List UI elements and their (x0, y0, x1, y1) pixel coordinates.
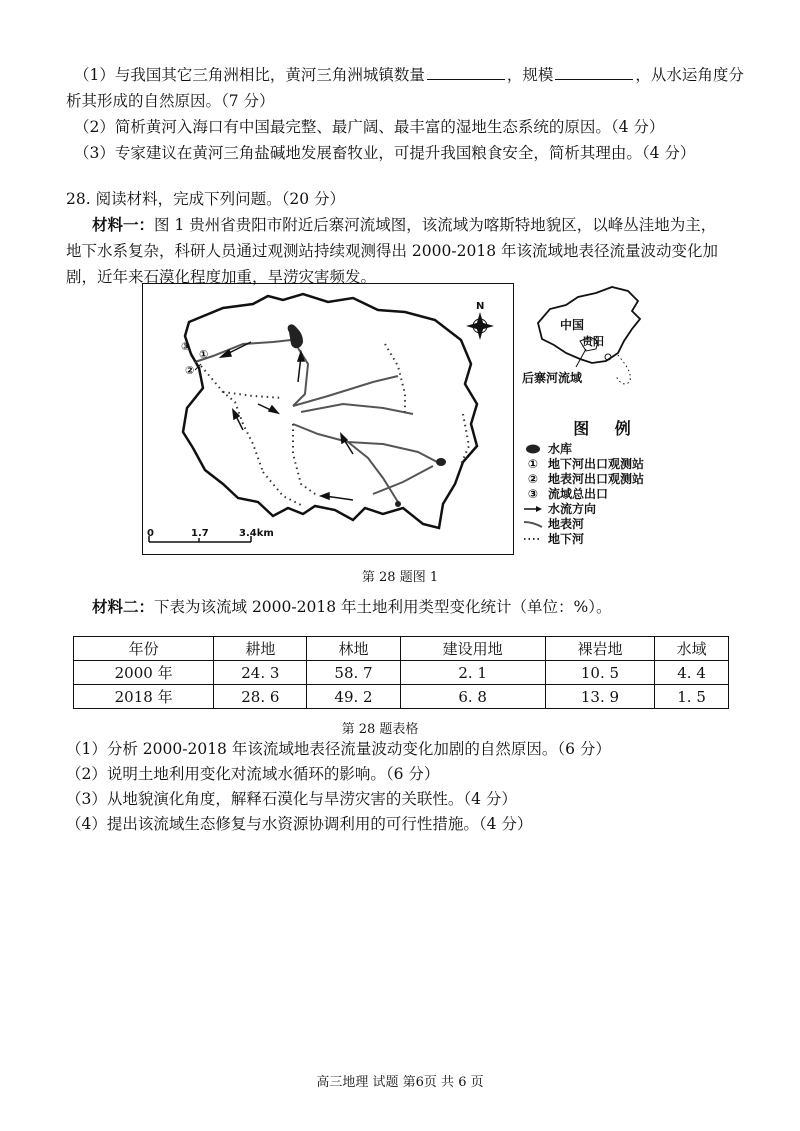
material1-line1: 材料一：图 1 贵州省贵阳市附近后寨河流域图，该流域为喀斯特地貌区，以峰丛洼地为主， (92, 215, 717, 234)
q28-question-4: （4）提出该流域生态修复与水资源协调利用的可行性措施。（4 分） (66, 815, 533, 833)
station-2: ② (185, 364, 195, 377)
material1-line2: 地下水系复杂，科研人员通过观测站持续观测得出 2000-2018 年该流域地表径流量波动变化加 (66, 242, 718, 260)
basin-map (142, 283, 514, 555)
legend-item-surface-station: ② 地表河出口观测站 (527, 471, 645, 486)
material1-line3: 剧，近年来石漠化程度加重，旱涝灾害频发。 (66, 268, 377, 286)
china-inset-map (520, 283, 660, 393)
table-cell: 24. 3 (214, 661, 307, 685)
table-cell: 49. 2 (307, 685, 400, 709)
basin-boundary (183, 294, 477, 528)
table-header: 年份 (74, 637, 214, 661)
table-row (74, 685, 729, 709)
table-header: 建设用地 (400, 637, 545, 661)
table-header: 林地 (307, 637, 400, 661)
table-cell: 2018 年 (74, 685, 214, 709)
svg-text:3.4km: 3.4km (239, 528, 274, 539)
table-cell: 4. 4 (655, 661, 729, 685)
legend-item-underground-station: ① 地下河出口观测站 (527, 456, 645, 471)
land-use-table (73, 636, 729, 709)
q27-sub1-line1: （1）与我国其它三角洲相比，黄河三角洲城镇数量 ，规模 ，从水运角度分 (74, 66, 744, 84)
figure-caption: 第 28 题图 1 (361, 570, 439, 585)
page-footer: 高三地理 试题 第6页 共 6 页 (316, 1075, 484, 1090)
q27-sub3: （3）专家建议在黄河三角盐碱地发展畜牧业，可提升我国粮食安全，简析其理由。（4 分） (74, 144, 696, 162)
map-legend (522, 416, 692, 546)
q27-sub2: （2）简析黄河入海口有中国最完整、最广阔、最丰富的湿地生态系统的原因。（4 分） (74, 118, 665, 136)
scale-bar (147, 528, 274, 542)
legend-title: 图 例 (573, 419, 641, 438)
table-header: 裸岩地 (545, 637, 654, 661)
table-cell: 10. 5 (545, 661, 654, 685)
q28-question-2: （2）说明土地利用变化对流域水循环的影响。（6 分） (66, 765, 440, 783)
answer-blank-1[interactable] (427, 65, 505, 80)
table-cell: 2000 年 (74, 661, 214, 685)
table-cell: 2. 1 (400, 661, 545, 685)
legend-item-flow-direction: 水流方向 (522, 501, 692, 516)
q28-heading: 28. 阅读材料，完成下列问题。（20 分） (66, 190, 345, 208)
station-1: ① (199, 348, 209, 361)
svg-text:贵阳: 贵阳 (582, 335, 604, 348)
station-3: ③ (181, 340, 191, 353)
answer-blank-2[interactable] (555, 65, 633, 80)
china-outline (538, 287, 640, 363)
material2-line: 材料二：下表为该流域 2000-2018 年土地利用类型变化统计（单位：%）。 (92, 597, 612, 616)
table-cell: 58. 7 (307, 661, 400, 685)
table-cell: 13. 9 (545, 685, 654, 709)
reservoir-north (288, 324, 303, 348)
table-caption: 第 28 题表格 (341, 722, 419, 737)
svg-text:0: 0 (147, 528, 154, 539)
svg-text:后寨河流域: 后寨河流域 (522, 371, 583, 385)
svg-text:中国: 中国 (560, 318, 585, 332)
legend-item-basin-outlet: ③ 流域总出口 (527, 486, 609, 501)
reservoir-east (436, 458, 446, 466)
q27-sub1-line2: 析其形成的自然原因。（7 分） (66, 92, 275, 110)
svg-text:1.7: 1.7 (191, 528, 209, 539)
q28-question-1: （1）分析 2000-2018 年该流域地表径流量波动变化加剧的自然原因。（6 分） (66, 740, 611, 758)
table-header-row (74, 637, 729, 661)
north-arrow-icon (466, 301, 494, 340)
table-row (74, 661, 729, 685)
table-header: 水域 (655, 637, 729, 661)
q28-question-3: （3）从地貌演化角度，解释石漠化与旱涝灾害的关联性。（4 分） (66, 790, 517, 808)
legend-item-surface-river: 地表河 (522, 516, 692, 531)
table-header: 耕地 (214, 637, 307, 661)
legend-item-underground-river: 地下河 (548, 532, 585, 546)
legend-item-reservoir: 水库 (522, 441, 692, 456)
reservoir-south (395, 501, 401, 507)
svg-text:N: N (476, 301, 485, 312)
table-cell: 28. 6 (214, 685, 307, 709)
table-cell: 1. 5 (655, 685, 729, 709)
table-cell: 6. 8 (400, 685, 545, 709)
